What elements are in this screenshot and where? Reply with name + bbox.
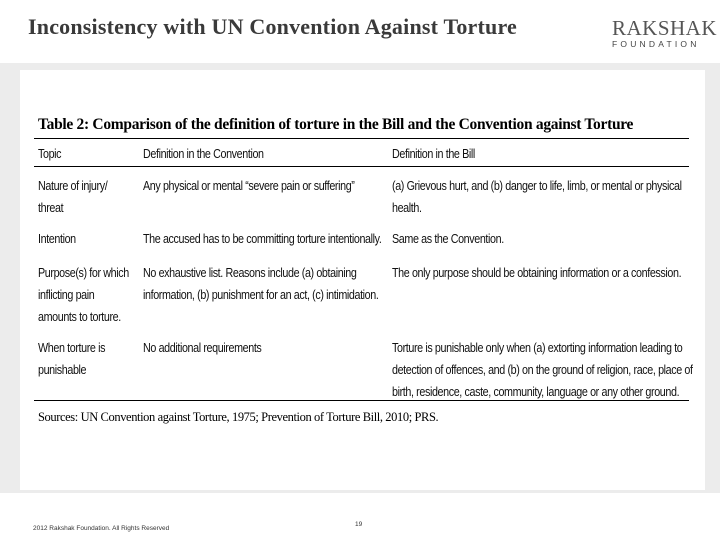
table-row-2-topic: Intention xyxy=(38,232,76,246)
logo-main-text: RAKSHAK xyxy=(612,16,718,40)
table-title: Table 2: Comparison of the definition of torture in the Bill and the Convention against Torture xyxy=(38,116,634,133)
table-row-3-topic: Purpose(s) for which inflicting pain amounts to torture. xyxy=(38,266,129,324)
table-row-4-topic: When torture is punishable xyxy=(38,341,106,377)
table-row-1-bill: (a) Grievous hurt, and (b) danger to life, limb, or mental or physical health. xyxy=(392,179,682,215)
page-number: 19 xyxy=(355,521,363,528)
rakshak-logo xyxy=(612,16,718,49)
footer-copyright: 2012 Rakshak Foundation. All Rights Reserved xyxy=(33,525,170,532)
table-row-3-bill: The only purpose should be obtaining information or a confession. xyxy=(392,266,682,280)
table-row-2-convention: The accused has to be committing torture intentionally. xyxy=(143,232,382,246)
table-row-1-topic: Nature of injury/ threat xyxy=(38,179,108,215)
table-row-4-convention: No additional requirements xyxy=(143,341,262,355)
slide-title: Inconsistency with UN Convention Against Torture xyxy=(28,14,517,39)
table-row-4-bill: Torture is punishable only when (a) extorting information leading to detection of offences, and (b) on the ground of religion, race, place of birth, residence, caste, community, language or any other ground. xyxy=(392,341,693,399)
header-topic: Topic xyxy=(38,147,62,161)
logo-sub-text: FOUNDATION xyxy=(612,39,700,49)
table-top-rule xyxy=(34,138,689,139)
table-row-2-bill: Same as the Convention. xyxy=(392,232,504,246)
header-convention: Definition in the Convention xyxy=(143,147,264,161)
table-row-3-convention: No exhaustive list. Reasons include (a) obtaining information, (b) punishment for an act, (c) intimidation. xyxy=(143,266,379,302)
table-header-rule xyxy=(34,166,689,167)
table-row-1-convention: Any physical or mental “severe pain or suffering” xyxy=(143,179,355,193)
header-bill: Definition in the Bill xyxy=(392,147,475,161)
table-sources: Sources: UN Convention against Torture, 1975; Prevention of Torture Bill, 2010; PRS. xyxy=(38,410,439,424)
